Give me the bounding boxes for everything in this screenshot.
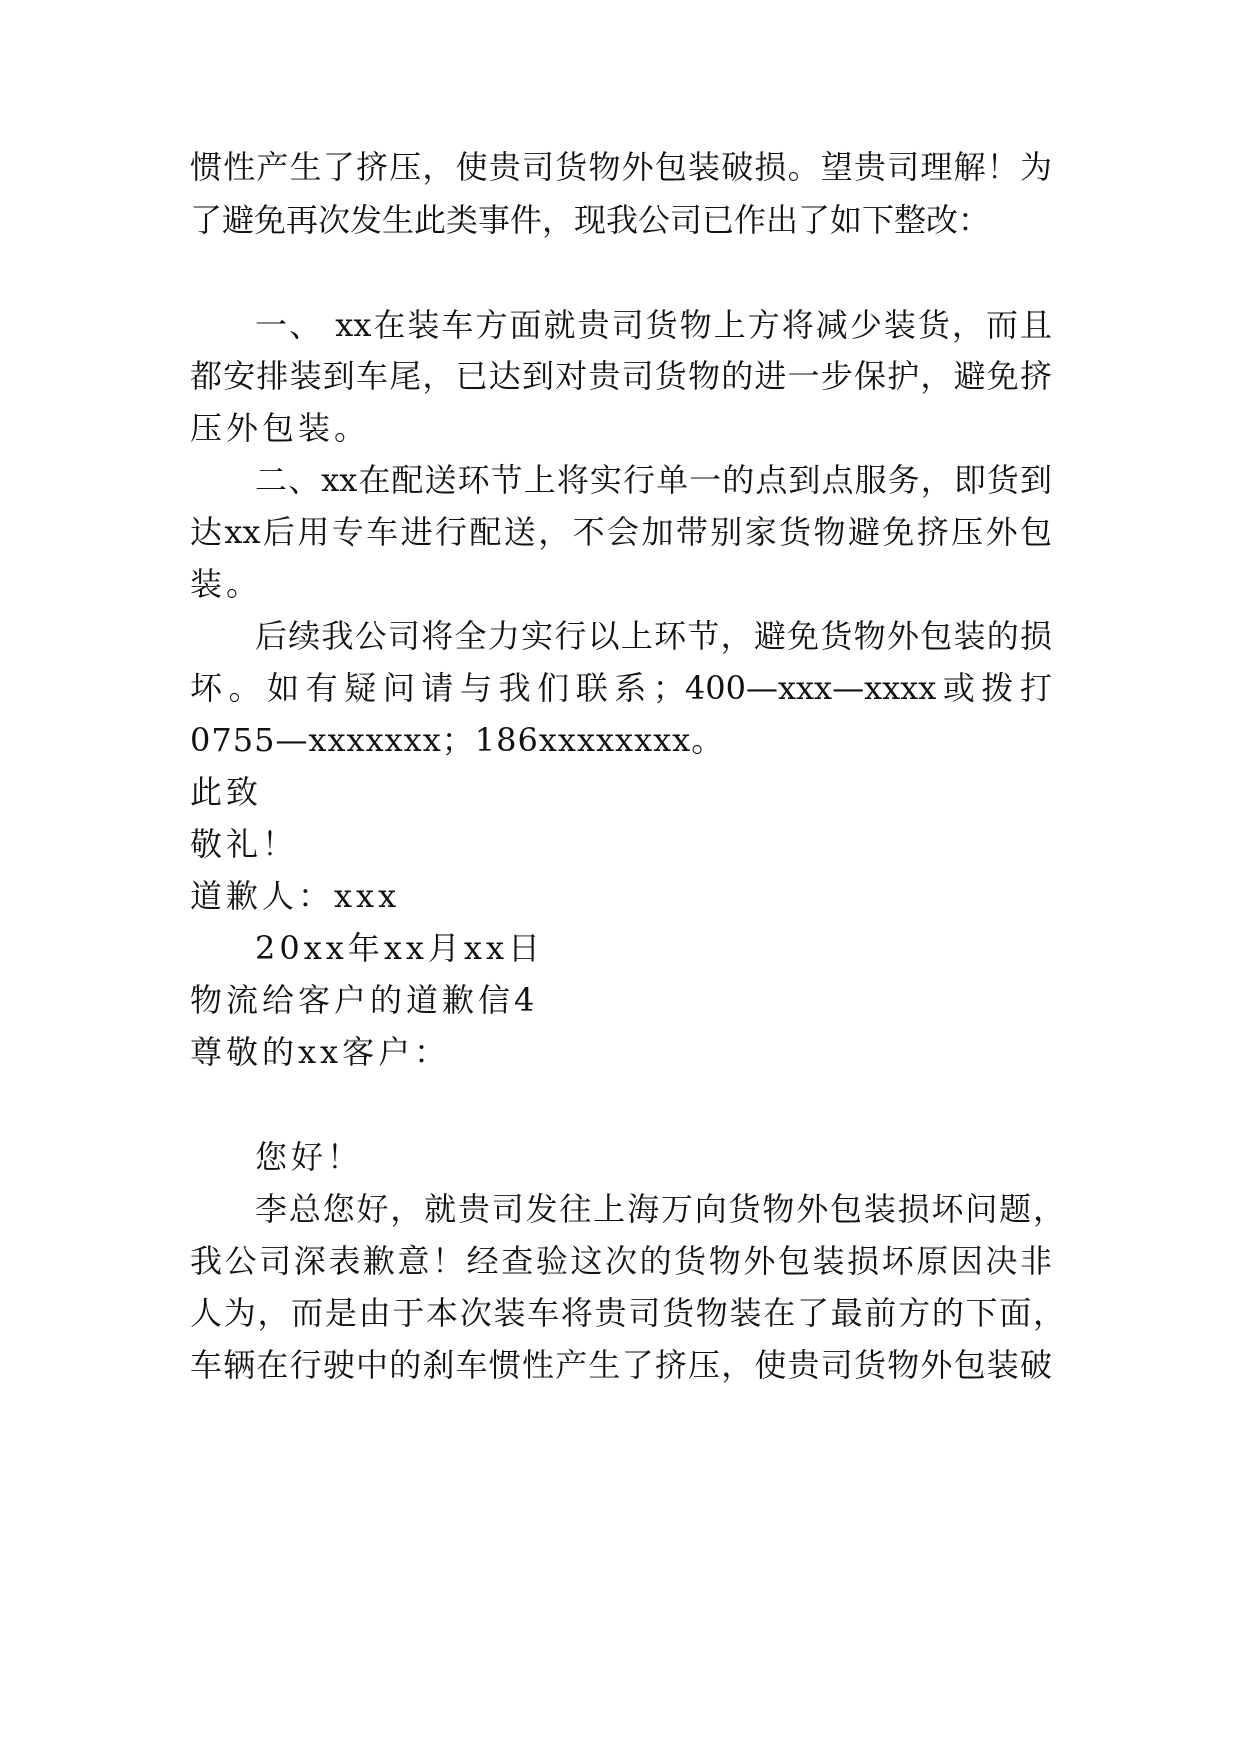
list-item-2-line: 二、xx在配送环节上将实行单一的点到点服务，即货到 bbox=[255, 461, 1052, 499]
salutation: 尊敬的xx客户： bbox=[190, 1033, 451, 1071]
paragraph-line: 车辆在行驶中的刹车惯性产生了挤压，使贵司货物外包装破 bbox=[190, 1346, 1052, 1384]
list-item-2-line: 达xx后用专车进行配送，不会加带别家货物避免挤压外包 bbox=[190, 513, 1052, 551]
paragraph-line: 我公司深表歉意！经查验这次的货物外包装损坏原因决非 bbox=[190, 1242, 1052, 1280]
list-item-1-line: 都安排装到车尾，已达到对贵司货物的进一步保护，避免挤 bbox=[190, 357, 1052, 395]
list-item-1-line: 一、 xx在装车方面就贵司货物上方将减少装货，而且 bbox=[255, 306, 1052, 344]
contact-line: 坏。如有疑问请与我们联系；400—xxx—xxxx或拨打 bbox=[190, 669, 1052, 707]
date-line: 20xx年xx月xx日 bbox=[255, 929, 545, 967]
closing-line: 敬礼！ bbox=[190, 825, 299, 863]
list-item-2-line: 装。 bbox=[190, 565, 263, 603]
paragraph-line: 后续我公司将全力实行以上环节，避免货物外包装的损 bbox=[255, 617, 1052, 655]
contact-line: 0755—xxxxxxx；186xxxxxxxx。 bbox=[190, 721, 725, 759]
list-item-1-line: 压外包装。 bbox=[190, 409, 371, 447]
paragraph-line: 李总您好，就贵司发往上海万向货物外包装损坏问题， bbox=[255, 1190, 1065, 1228]
paragraph-line: 惯性产生了挤压，使贵司货物外包装破损。望贵司理解！为 bbox=[190, 148, 1052, 186]
letter-heading: 物流给客户的道歉信4 bbox=[190, 981, 539, 1019]
paragraph-line: 了避免再次发生此类事件，现我公司已作出了如下整改： bbox=[190, 201, 991, 239]
closing-line: 此致 bbox=[190, 773, 263, 811]
signature-line: 道歉人：xxx bbox=[190, 877, 401, 915]
greeting: 您好！ bbox=[255, 1138, 364, 1176]
paragraph-line: 人为，而是由于本次装车将贵司货物装在了最前方的下面， bbox=[190, 1294, 1065, 1332]
